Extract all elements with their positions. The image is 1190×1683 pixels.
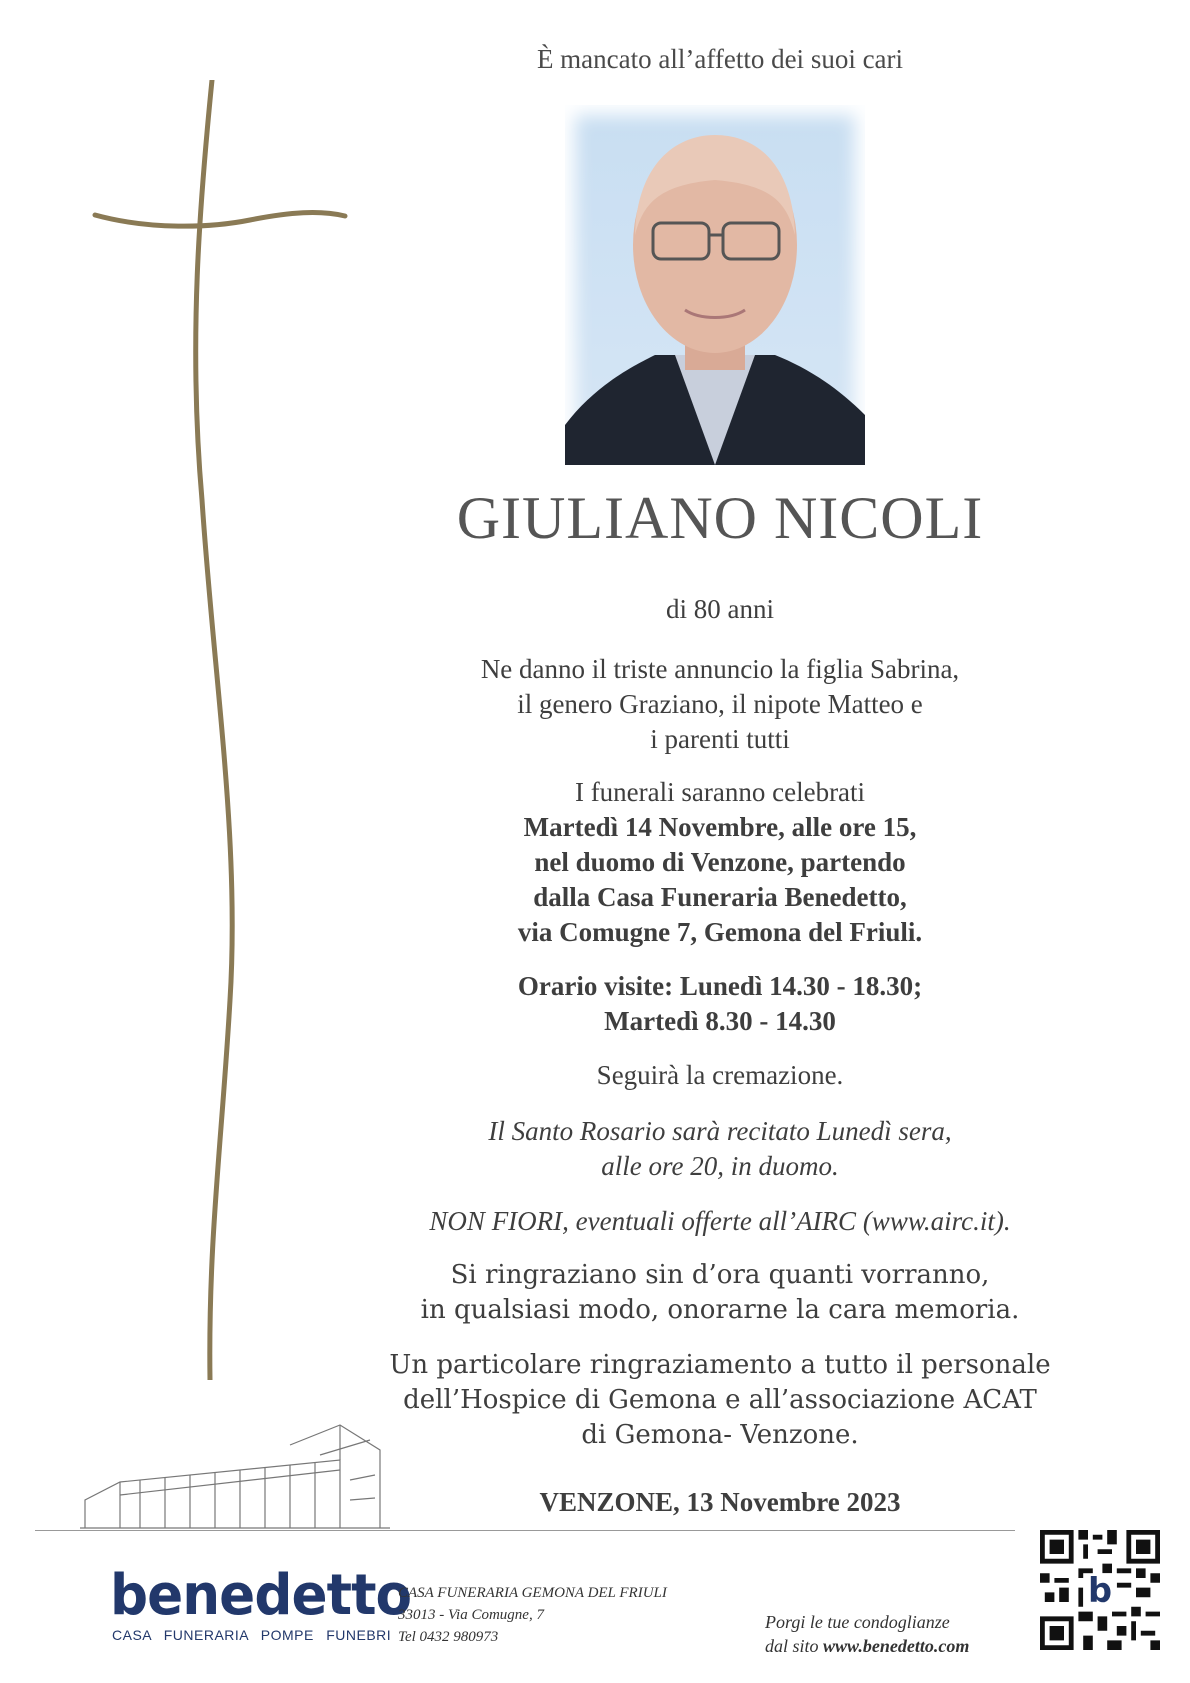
portrait-photo (565, 105, 865, 465)
special-thanks-text: Un particolare ringraziamento a tutto il personale dell’Hospice di Gemona e all’associazione ACAT di Gemona- Venzone. (389, 1350, 1051, 1450)
logo-subtitle: CASA FUNERARIA POMPE FUNEBRI (112, 1627, 392, 1643)
qr-code-icon[interactable] (1040, 1530, 1160, 1650)
condolences-text: Porgi le tue condoglianze dal sito www.benedetto.com (765, 1612, 970, 1656)
thanks-text: Si ringraziano sin d’ora quanti vorranno, in qualsiasi modo, onorarne la cara memoria. (420, 1260, 1020, 1325)
no-flowers-text: NON FIORI, eventuali offerte all’AIRC (www.airc.it). (429, 1206, 1011, 1236)
svg-text:b: b (1087, 1571, 1113, 1610)
website-link[interactable]: www.benedetto.com (823, 1636, 970, 1656)
intro-text: È mancato all’affetto dei suoi cari (536, 44, 904, 74)
funeral-home-address: CASA FUNERARIA GEMONA DEL FRIULI 33013 - Via Comugne, 7 Tel 0432 980973 (398, 1585, 667, 1645)
building-icon (80, 1420, 390, 1530)
announcement: Ne danno il triste annuncio la figlia Sabrina, il genero Graziano, il nipote Matteo e i parenti tutti (480, 654, 960, 754)
visit-hours: Orario visite: Lunedì 14.30 - 18.30; Martedì 8.30 - 14.30 (517, 971, 923, 1036)
footer-divider (35, 1530, 1015, 1531)
benedetto-logo: benedetto (110, 1563, 412, 1628)
age-text: di 80 anni (666, 594, 774, 624)
deceased-name: GIULIANO NICOLI (456, 485, 984, 551)
place-date: VENZONE, 13 Novembre 2023 (539, 1487, 901, 1517)
cremation-text: Seguirà la cremazione. (596, 1060, 844, 1090)
funeral-info: I funerali saranno celebrati Martedì 14 Novembre, alle ore 15, nel duomo di Venzone, partendo dalla Casa Funeraria Benedetto, via Comugne 7, Gemona del Friuli. (517, 777, 923, 947)
cross-icon (90, 80, 350, 1380)
rosary-text: Il Santo Rosario sarà recitato Lunedì sera, alle ore 20, in duomo. (488, 1116, 952, 1181)
